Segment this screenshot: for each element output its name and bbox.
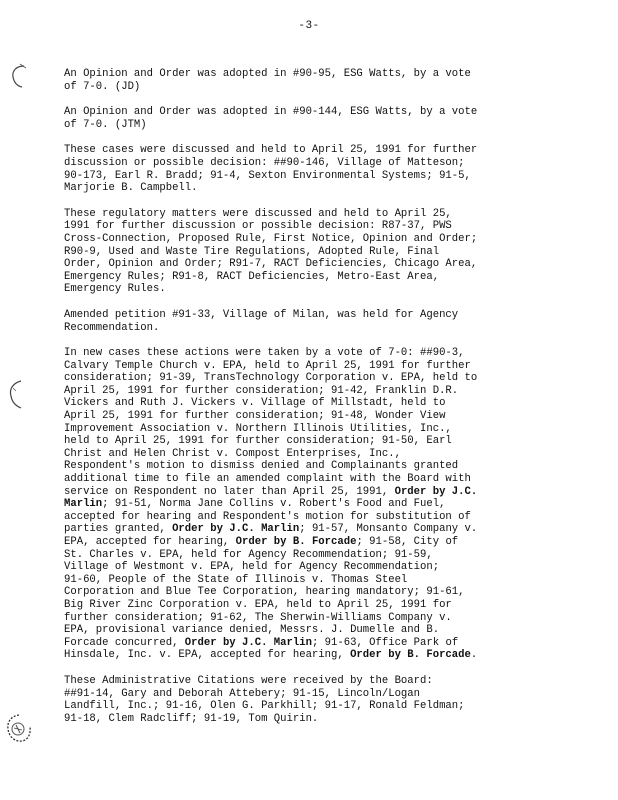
board-order-bold-text: Order by J.C. Marlin (184, 636, 312, 649)
board-order-bold-text: Order by J.C. (394, 485, 478, 498)
paragraph (64, 675, 554, 725)
paragraph-text: ; 91-63, Office Park of Hinsdale, Inc. v. EPA, accepted for hearing, (64, 636, 459, 662)
document-body (64, 68, 554, 738)
paragraph-text: These regulatory matters were discussed and held to April 25, 1991 for further discussion or possible decision: R87-37, PWS Cross-Connection, Proposed Rule, First Notice, Opinion and Order; R90-9, Used and Waste Tire Regulations, Adopted Rule, Final Order, Opinion and Order; R91-7, RACT Deficiencies, Chicago Area, Emergency Rules; R91-8, RACT Deficiencies, Metro-East Area, Emergency Rules. (64, 207, 478, 296)
paragraph-text: An Opinion and Order was adopted in #90-144, ESG Watts, by a vote of 7-0. (JTM) (64, 106, 478, 131)
paragraph-text: In new cases these actions were taken by a vote of 7-0: ##90-3, Calvary Temple Church v. EPA, held to April 25, 1991 for further consideration; 91-39, TransTechnology Corporation v. EPA, held to April 25, 1991 for further consideration; 91-42, Franklin D.R. Vickers and Ruth J. Vickers v. Village of Millstadt, held to April 25, 1991 for further consideration; 91-48, Wonder View Improvement Association v. Northern Illinois Utilities, Inc., held to April 25, 1991 for further consideration; 91-50, Earl Christ and Helen Christ v. Compost Enterprises, Inc., Respondent's motion to dismiss denied and Complainants granted additional time to file an amended complaint with the Board with service on Respondent no later than April 25, 1991, (64, 347, 478, 498)
paragraph-text: Amended petition #91-33, Village of Milan, was held for Agency Recommendation. (64, 308, 459, 334)
paragraph-text: ; 91-58, City of St. Charles v. EPA, held for Agency Recommendation; 91-59, Village of Westmont v. EPA, held for Agency Recommendation; 91-60, People of the State of Illinois v. Thomas Steel Corporation and Blue Tee Corporation, hearing mandatory; 91-61, Big River Zinc Corporation v. EPA, held to April 25, 1991 for further consideration; 91-62, The Sherwin-Williams Company v. EPA, provisional variance denied, Messrs. J. Dumelle and B. Forcade concurred, (64, 536, 465, 649)
board-order-bold-text: Order by B. Forcade (235, 536, 357, 548)
paragraph-text: ; 91-51, Norma Jane Collins v. Robert's Food and Fuel, accepted for hearing and Respondent's motion for substitution of parties granted, (64, 498, 471, 536)
paragraph-text: These Administrative Citations were received by the Board: ##91-14, Gary and Deborah Attebery; 91-15, Lincoln/Logan Landfill, Inc.; 91-16, Olen G. Parkhill; 91-17, Ronald Feldman; 91-18, Clem Radcliff; 91-19, Tom Quirin. (64, 674, 465, 725)
board-order-bold-text: Order by J.C. Marlin (172, 523, 300, 536)
punch-hole-mark-icon (6, 378, 26, 412)
paragraph (64, 208, 554, 296)
board-order-bold-text: Order by B. Forcade (350, 649, 471, 662)
paragraph (64, 106, 554, 131)
paragraph (64, 347, 554, 662)
page-number: -3- (298, 20, 320, 32)
paragraph-text: These cases were discussed and held to April 25, 1991 for further discussion or possible decision: ##90-146, Village of Matteson; 90-173, Earl R. Bradd; 91-4, Sexton Environmental Systems; 91-5, Marjorie B. Campbell. (64, 144, 478, 195)
seal-mark-icon (4, 712, 34, 746)
board-order-bold-text: Marlin (64, 498, 103, 511)
paragraph (64, 68, 554, 93)
paragraph-text: . (470, 649, 478, 662)
punch-hole-mark-icon (8, 62, 28, 92)
paragraph (64, 144, 554, 194)
paragraph (64, 309, 554, 334)
paragraph-text: An Opinion and Order was adopted in #90-95, ESG Watts, by a vote of 7-0. (JD) (64, 68, 471, 93)
paragraph-text: ; 91-57, Monsanto Company v. EPA, accepted for hearing, (64, 523, 478, 548)
